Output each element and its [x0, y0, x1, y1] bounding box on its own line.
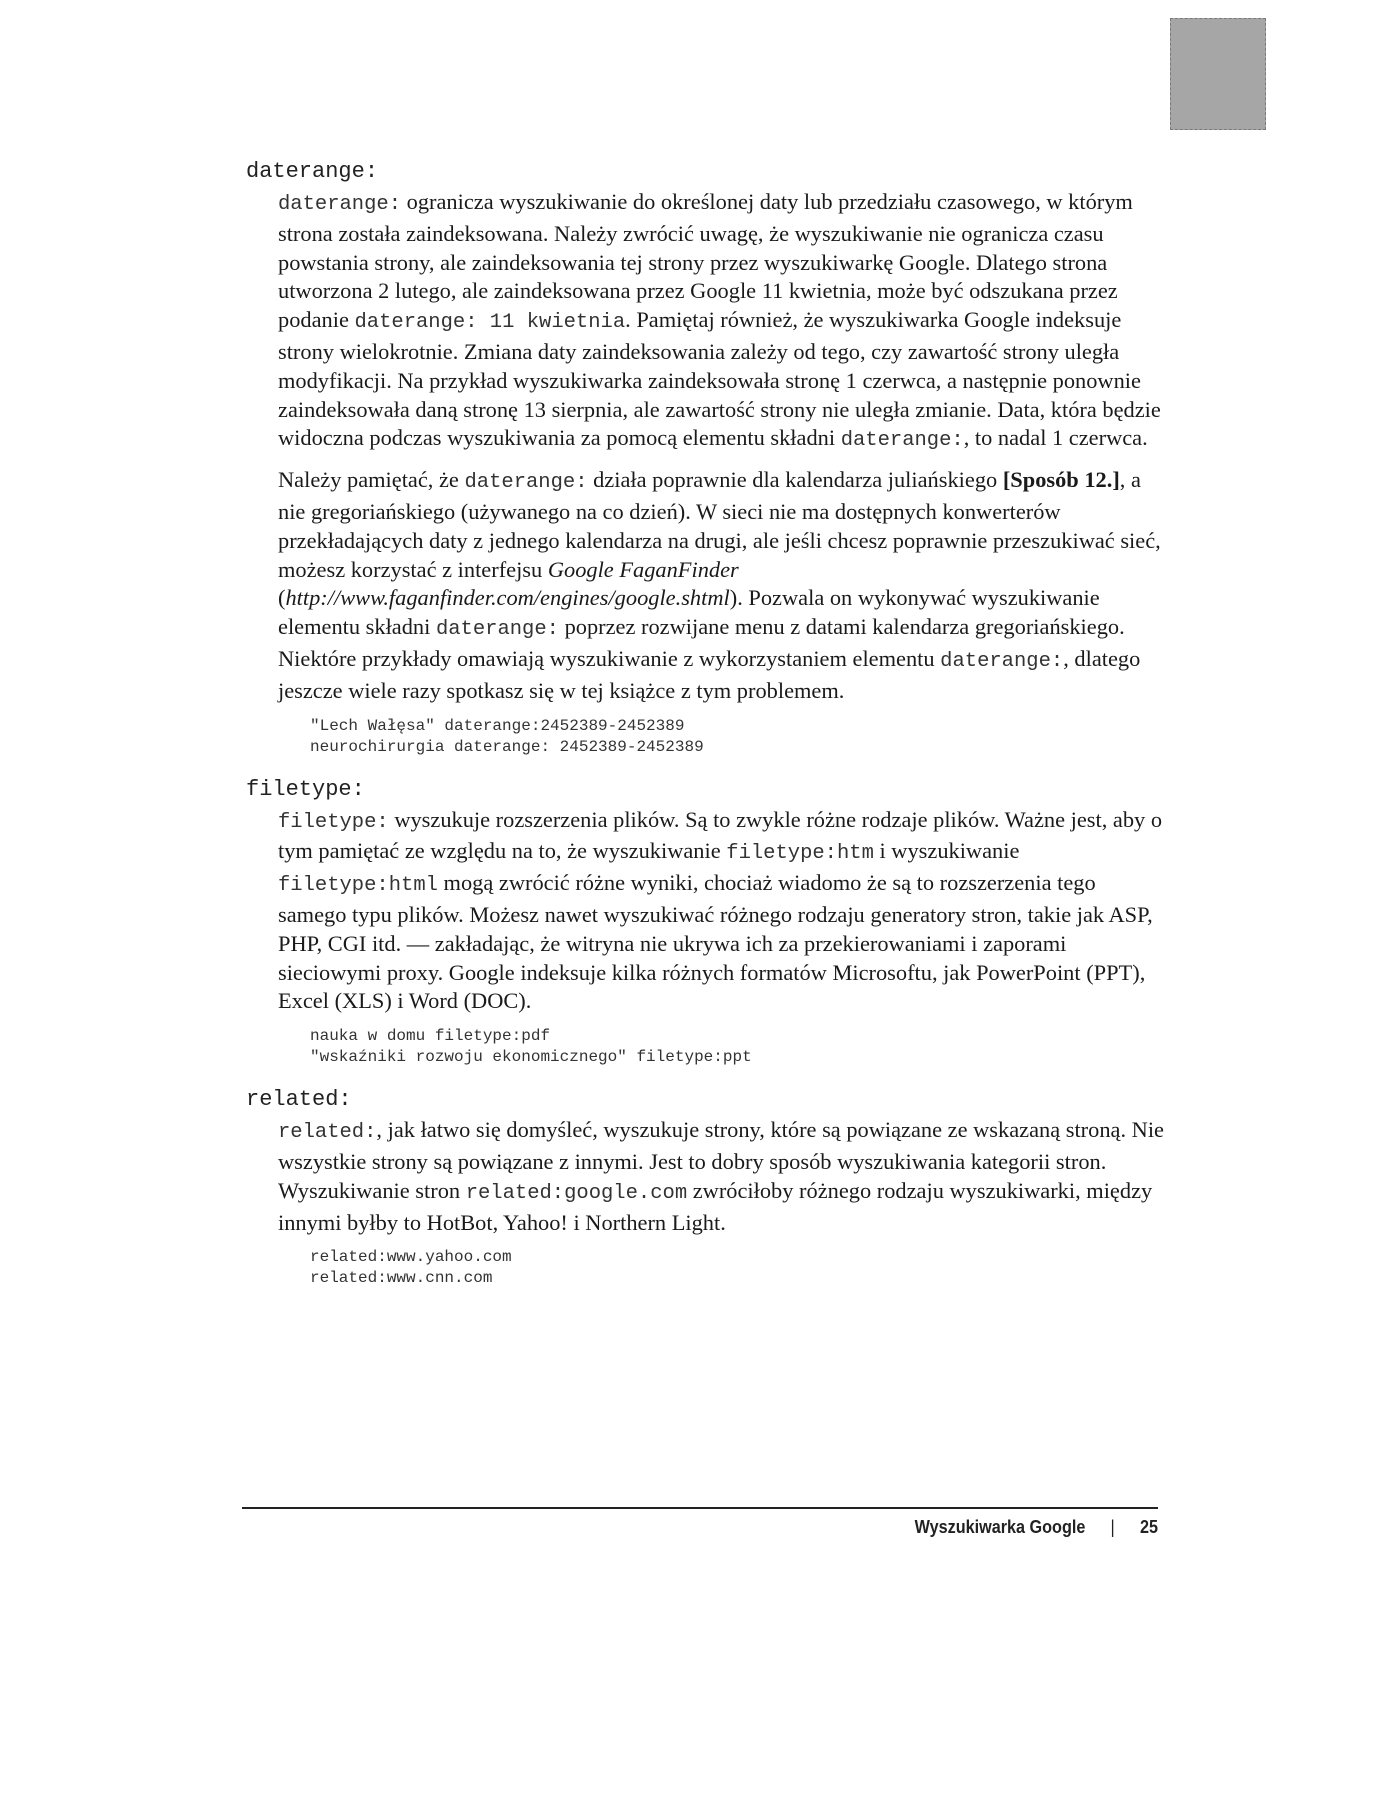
text-run: mogą zwrócić różne wyniki, chociaż wiadomo że są to rozszerzenia tego samego typu plików. Możesz nawet wyszukiwać różnego rodzaju generatory stron, takie jak ASP, PHP, CGI itd. — zakładając, że witryna nie ukrywa ich za przekierowaniami i zaporami sieciowymi proxy. Google indeksuje kilka różnych formatów Microsoftu, jak PowerPoint (PPT), Excel (XLS) i Word (DOC).: [278, 870, 1153, 1014]
section-daterange: [246, 158, 1166, 758]
page-content: [246, 158, 1166, 1307]
code-example-line: related:www.cnn.com: [310, 1269, 493, 1288]
term-heading-related: related:: [246, 1087, 352, 1113]
text-run: zwróciłoby różnego rodzaju wyszukiwarki, między innymi byłby to HotBot, Yahoo! i Northern Light.: [278, 1177, 1153, 1235]
inline-code: daterange:: [840, 429, 964, 453]
text-run: wyszukuje rozszerzenia plików. Są to zwykle różne rodzaje plików. Ważne jest, aby o tym pamiętać ze względu na to, że wyszukiwanie: [278, 806, 1163, 864]
code-example-line: related:www.yahoo.com: [310, 1248, 512, 1267]
text-run: (: [278, 585, 286, 611]
text-run: . Pamiętaj również, że wyszukiwarka Google indeksuje strony wielokrotnie. Zmiana daty zaindeksowania zależy od tego, czy zawartość strony uległa modyfikacji. Na przykład wyszukiwarka zaindeksowała stronę 1 czerwca, a następnie ponownie zaindeksowała daną stronę 13 sierpnia, ale zawartość strony nie uległa zmianie. Data, która będzie widoczna podczas wyszukiwania za pomocą elementu składni: [278, 307, 1161, 451]
code-example-line: "Lech Wałęsa" daterange:2452389-2452389: [310, 716, 685, 735]
footer-divider: [242, 1507, 1158, 1509]
code-example-block: [310, 1026, 1166, 1068]
page-number: 25: [1139, 1517, 1158, 1537]
url-text: http://www.faganfinder.com/engines/google.shtml: [285, 585, 730, 611]
inline-code: filetype:: [278, 810, 389, 834]
code-example-line: neurochirurgia daterange: 2452389-2452389: [310, 737, 704, 756]
code-example-block: [310, 1247, 1166, 1289]
text-run: , jak łatwo się domyśleć, wyszukuje strony, które są powiązane ze wskazaną stroną. Nie wszystkie strony są powiązane z innymi. Jest to dobry sposób wyszukiwania kategorii stron. Wyszukiwanie stron: [278, 1117, 1164, 1203]
text-run: , a nie gregoriańskiego (używanego na co dzień). W sieci nie ma dostępnych konwerterów przekładających daty z jednego kalendarza na drugi, ale jeśli chcesz poprawnie przeszukiwać sieć, możesz korzystać z interfejsu: [278, 467, 1161, 582]
inline-code: filetype:htm: [726, 842, 874, 866]
text-run: ). Pozwala on wykonywać wyszukiwanie elementu składni: [278, 585, 1100, 640]
code-example-block: [310, 716, 1166, 758]
page-footer: [334, 1515, 1158, 1539]
inline-code: daterange: 11 kwietnia: [354, 311, 626, 335]
footer-separator: |: [1110, 1517, 1115, 1537]
paragraph-related-1: [278, 1116, 1166, 1237]
code-example-line: nauka w domu filetype:pdf: [310, 1027, 551, 1046]
inline-code: related:google.com: [465, 1181, 688, 1205]
text-run: i wyszukiwanie: [873, 838, 1020, 864]
cross-reference: [Sposób 12.]: [1002, 467, 1120, 493]
chapter-tab-marker: [1170, 18, 1266, 130]
inline-code: daterange:: [435, 618, 559, 642]
paragraph-daterange-1: [278, 188, 1166, 456]
inline-code: daterange:: [464, 471, 588, 495]
term-heading-filetype: filetype:: [246, 776, 365, 802]
code-example-line: "wskaźniki rozwoju ekonomicznego" filetype:ppt: [310, 1048, 752, 1067]
section-filetype: [246, 776, 1166, 1069]
text-run: ogranicza wyszukiwanie do określonej daty lub przedziału czasowego, w którym strona została zaindeksowana. Należy zwrócić uwagę, że wyszukiwanie nie ogranicza czasu powstania strony, ale zaindeksowania tej strony przez wyszukiwarkę Google. Dlatego strona utworzona 2 lutego, ale zaindeksowana przez Google 11 kwietnia, może być odszukana przez podanie: [278, 189, 1133, 333]
inline-code: daterange:: [278, 193, 402, 216]
product-name: Google FaganFinder: [547, 556, 739, 582]
running-title: Wyszukiwarka Google: [914, 1517, 1086, 1537]
text-run: , to nadal 1 czerwca.: [963, 425, 1148, 451]
text-run: Należy pamiętać, że: [278, 467, 465, 493]
inline-code: filetype:html: [278, 874, 438, 898]
text-run: poprzez rozwijane menu z datami kalendarza gregoriańskiego. Niektóre przykłady omawiają wyszukiwanie z wykorzystaniem elementu: [278, 614, 1125, 671]
paragraph-filetype-1: [278, 806, 1166, 1017]
text-run: działa poprawnie dla kalendarza juliańskiego: [587, 467, 1003, 493]
inline-code: daterange:: [940, 649, 1064, 673]
text-run: , dlatego jeszcze wiele razy spotkasz się w tej książce z tym problemem.: [278, 645, 1141, 703]
section-related: [246, 1086, 1166, 1289]
inline-code: related:: [278, 1121, 377, 1145]
paragraph-daterange-2: [278, 466, 1166, 705]
term-heading-daterange: daterange:: [246, 159, 379, 184]
